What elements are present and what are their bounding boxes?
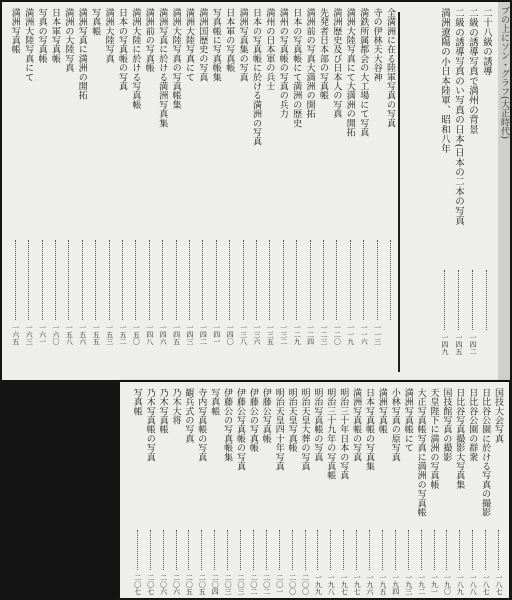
toc-leader-dots (296, 240, 297, 320)
toc-entry-title: 乃木写真帳の写真 (144, 388, 155, 462)
toc-entry-title: 日本写真帳の写真集 (364, 388, 374, 471)
toc-leader-dots (28, 240, 29, 320)
toc-leader-dots (15, 240, 16, 320)
toc-entry-title: 満洲大陸写真にて (184, 8, 194, 82)
toc-leader-dots (446, 530, 447, 570)
toc-entry-title: 明治天皇写真帳 (286, 388, 297, 453)
toc-entry-title: 日比谷公園に於ける写真の撮影 (480, 388, 491, 517)
toc-entry-title: 日本軍写真帳 (50, 8, 60, 64)
toc-page-number: 二〇五 (198, 574, 207, 595)
toc-leader-dots (310, 240, 311, 320)
toc-entry-title: 満洲大陸写真 (103, 8, 114, 64)
toc-leader-dots (269, 240, 270, 320)
toc-leader-dots (369, 530, 370, 570)
toc-leader-dots (150, 530, 151, 570)
toc-leader-dots (323, 240, 324, 320)
toc-leader-dots (350, 240, 351, 320)
toc-page-number: 二〇七 (133, 574, 142, 595)
toc-leader-dots (229, 240, 230, 320)
toc-page-number: 二〇三 (237, 574, 245, 595)
toc-leader-dots (137, 530, 138, 570)
toc-leader-dots (356, 530, 357, 570)
toc-entry-title: 寺内写真帳の写真 (196, 388, 207, 462)
toc-page-number: 一六三 (25, 324, 34, 345)
toc-leader-dots (202, 240, 203, 320)
toc-leader-dots (68, 240, 69, 320)
toc-entry-title: 満洲写真帳にて (402, 388, 413, 453)
toc-entry-title: 満州の日本軍の兵士 (264, 8, 275, 91)
toc-entry-title: 満洲写真帳の写真 (351, 388, 362, 462)
toc-entry-title: 満洲写真帳 (376, 388, 387, 434)
toc-entry-title: 乃木写真帳 (157, 388, 168, 434)
toc-leader-dots (336, 240, 337, 320)
toc-entry-title: 明治天皇四十年写真 (273, 388, 284, 471)
toc-leader-dots (444, 270, 445, 330)
toc-leader-dots (95, 240, 96, 320)
toc-entry-title: 伊藤公写真帳 (260, 388, 271, 444)
toc-page-number: 二〇六 (159, 574, 168, 595)
toc-page-number: 一八九 (456, 574, 465, 595)
toc-page-number: 一四一 (212, 324, 221, 345)
toc-leader-dots (214, 530, 215, 570)
toc-page-number: 一四二 (199, 324, 208, 345)
toc-page-number: 一一六 (360, 324, 369, 345)
toc-leader-dots (390, 240, 391, 320)
toc-entry-title: 満洲大陸写真にて (23, 8, 34, 82)
toc-page-number: 二〇〇 (301, 574, 310, 595)
toc-page-number: 一二四 (306, 324, 315, 345)
toc-leader-dots (395, 530, 396, 570)
toc-entry-title: 日本の写真帳に於ける満洲の写真 (251, 8, 261, 146)
toc-leader-dots (292, 530, 293, 570)
toc-page-number: 一八七 (495, 574, 503, 595)
toc-leader-dots (55, 240, 56, 320)
toc-entry-title: 写真帳に写真帳集 (210, 8, 221, 82)
toc-page-number: 一六〇 (52, 324, 60, 345)
toc-entry-title: 満洲前の写真帳 (143, 8, 154, 73)
toc-leader-dots (317, 530, 318, 570)
toc-page-number: 一五二 (119, 324, 127, 345)
toc-page-number: 一九一 (430, 574, 439, 595)
toc-page-number: 一九七 (340, 574, 349, 595)
toc-entry-title: 伊藤公の写真帳集 (222, 388, 233, 462)
toc-entry-title: 明治天皇大葬の写真 (299, 388, 310, 471)
toc-page-number: 一四二 (469, 334, 477, 355)
toc-entry-title: 全満洲に在る陸軍写真の写真 (385, 8, 395, 128)
toc-entry-title: 大正写真帳写真に満洲の写真帳 (415, 388, 426, 517)
toc-entry-title: 小林写真の原写真 (389, 388, 400, 462)
toc-entry-title: 日本の写真帳にて満洲の歴史 (291, 8, 302, 128)
toc-page-number: 一四六 (159, 324, 168, 345)
toc-entry-title: 明治三十九年の写真帳 (325, 388, 336, 480)
toc-page-number: 一五六 (78, 324, 87, 345)
toc-page-number: 一一三 (373, 324, 382, 345)
toc-page-number: 一一九 (346, 324, 355, 345)
toc-leader-dots (189, 240, 190, 320)
toc-leader-dots (243, 240, 244, 320)
column-divider (398, 12, 400, 372)
toc-page-number: 一六五 (11, 324, 20, 345)
toc-leader-dots (498, 530, 499, 570)
toc-entry-title: 満洲前の写真大満洲の開拓 (304, 8, 315, 119)
toc-page-number: 一四三 (186, 324, 194, 345)
toc-entry-title: 乃木大将 (170, 388, 181, 425)
toc-entry-title: 国技大会写真 (493, 388, 503, 444)
toc-entry-title: 満洲遼陽の小日本陸軍、昭和八年 (439, 8, 450, 154)
toc-page-number: 二〇一 (275, 574, 284, 595)
toc-entry-title: 写真の写真帳 (36, 8, 47, 64)
toc-leader-dots (256, 240, 257, 320)
toc-leader-dots (176, 530, 177, 570)
toc-page-number: 一九七 (353, 574, 362, 595)
toc-leader-dots (188, 530, 189, 570)
toc-entry-title: 明治三十年日本の写真 (338, 388, 349, 480)
edge-label: ブの上にソン・グラフ(大正時代) (499, 6, 509, 140)
toc-entry-title: 二十八級の誘導 (481, 8, 492, 76)
toc-page-number: 二〇六 (172, 574, 181, 595)
toc-leader-dots (485, 530, 486, 570)
toc-leader-dots (163, 530, 164, 570)
toc-page-number: 一九〇 (443, 574, 452, 595)
toc-leader-dots (283, 240, 284, 320)
toc-leader-dots (305, 530, 306, 570)
toc-entry-title: 二級の誘導写真のい写真の日本(日本の二本の写真 (453, 8, 464, 226)
toc-entry-title: 日本軍の写真帳 (224, 8, 235, 73)
toc-entry-title: 国技館写真の撮影 (441, 388, 452, 462)
toc-page-number: 一九二 (417, 574, 426, 595)
toc-entry-title: 満洲写真帳 (9, 8, 20, 54)
toc-page-number: 一五八 (65, 324, 74, 345)
toc-page-number: 一三二 (279, 324, 288, 345)
toc-leader-dots (459, 530, 460, 570)
toc-entry-title: 満洲写真に於ける満洲写真集 (157, 8, 168, 128)
toc-leader-dots (176, 240, 177, 320)
toc-page-top (2, 2, 510, 380)
toc-page-number: 二〇四 (211, 574, 220, 595)
toc-leader-dots (472, 270, 473, 330)
toc-entry-title: 先発者日本部の写真帳 (318, 8, 328, 100)
toc-page-number: 一四八 (145, 324, 154, 345)
toc-page-number: 一九八 (327, 574, 336, 595)
toc-entry-title: 明治写真帳の写真 (312, 388, 323, 462)
toc-entry-title: 満洲写真集の写真 (237, 8, 248, 82)
toc-leader-dots (382, 530, 383, 570)
toc-leader-dots (201, 530, 202, 570)
toc-entry-title: 観兵式の写真 (183, 388, 194, 444)
toc-page-number: 一二〇 (333, 324, 342, 345)
toc-entry-title: 満洲大陸写真にて大満洲の開拓 (344, 8, 355, 137)
toc-leader-dots (122, 240, 123, 320)
toc-page-number: 一五〇 (132, 324, 141, 345)
toc-page-number: 一五五 (92, 324, 101, 345)
toc-leader-dots (486, 270, 487, 330)
toc-page-number: 一六一 (38, 324, 47, 345)
toc-entry-title: 日比谷写真撮影大写真集 (454, 388, 465, 490)
toc-leader-dots (253, 530, 254, 570)
toc-entry-title: 写真帳 (131, 388, 142, 416)
toc-page-number: 一五三 (105, 324, 114, 345)
toc-page-number: 二〇二 (262, 574, 271, 595)
toc-leader-dots (82, 240, 83, 320)
toc-entry-title: 満州の写真帳の写真の兵力 (277, 8, 288, 119)
toc-page-number: 二〇五 (185, 574, 194, 595)
toc-leader-dots (377, 240, 378, 320)
toc-leader-dots (42, 240, 43, 320)
toc-page-number: 一三五 (266, 324, 275, 345)
toc-page-number: 一九三 (404, 574, 413, 595)
toc-page-number: 一九六 (366, 574, 374, 595)
toc-leader-dots (227, 530, 228, 570)
toc-page-bottom (120, 382, 509, 598)
toc-leader-dots (109, 240, 110, 320)
toc-leader-dots (408, 530, 409, 570)
toc-entry-title: 日本の写真帳の写真 (117, 8, 127, 91)
toc-page-number: 一二三 (320, 324, 328, 345)
page-edge-strip (498, 2, 510, 380)
toc-page-number: 二〇二 (249, 574, 258, 595)
toc-leader-dots (279, 530, 280, 570)
toc-page-number: 二〇三 (224, 574, 233, 595)
toc-page-number: 一四五 (455, 334, 463, 355)
toc-page-number: 一八八 (469, 574, 478, 595)
toc-entry-title: 日比谷公園の群衆 (467, 388, 478, 462)
toc-page-number: 一四〇 (226, 324, 235, 345)
toc-entry-title: 満鉄所属都会の大工場にて写真 (358, 8, 369, 137)
toc-page-number: 一四五 (172, 324, 181, 345)
toc-entry-title: 伊藤公の写真帳 (247, 388, 258, 453)
background-shadow (0, 382, 118, 600)
toc-page-number: 一三六 (253, 324, 261, 345)
toc-entry-title: 満洲大陸に於ける写真帳 (130, 8, 141, 110)
toc-leader-dots (162, 240, 163, 320)
toc-entry-title: 満洲の大陸写真 (63, 8, 74, 73)
toc-leader-dots (434, 530, 435, 570)
toc-page-number: 二〇〇 (288, 574, 297, 595)
toc-page-number: 一二九 (293, 324, 302, 345)
toc-entry-title: 写真帳 (90, 8, 101, 36)
toc-leader-dots (421, 530, 422, 570)
toc-entry-title: 写真帳 (209, 388, 220, 416)
toc-page-number: 一九九 (314, 574, 323, 595)
toc-page-number: 一九五 (378, 574, 387, 595)
toc-entry-title: 天皇陛下に満洲の写真帳 (428, 388, 439, 490)
toc-page-number: 一四九 (441, 334, 449, 355)
toc-leader-dots (135, 240, 136, 320)
toc-page-number: 一八七 (482, 574, 491, 595)
toc-leader-dots (343, 530, 344, 570)
toc-entry-title: 満洲大陸写真の写真帳集 (170, 8, 181, 110)
toc-entry-title: 寺の伊林天大谷神 (371, 8, 382, 82)
toc-entry-title: 伊藤公写真帳の写真 (235, 388, 245, 471)
toc-entry-title: 満洲写真に満洲の開拓 (76, 8, 87, 100)
toc-leader-dots (240, 530, 241, 570)
toc-leader-dots (266, 530, 267, 570)
toc-page-number: 一九四 (391, 574, 400, 595)
toc-leader-dots (330, 530, 331, 570)
toc-entry-title: 満洲歴史及び日本人の写真 (331, 8, 342, 119)
toc-leader-dots (472, 530, 473, 570)
toc-page-number: 一三八 (239, 324, 248, 345)
toc-page-number: 二〇七 (146, 574, 155, 595)
toc-entry-title: 満洲国歴史の写真 (197, 8, 208, 82)
toc-leader-dots (149, 240, 150, 320)
toc-leader-dots (363, 240, 364, 320)
toc-leader-dots (216, 240, 217, 320)
toc-leader-dots (458, 270, 459, 330)
toc-entry-title: 二級の誘導写真で満州の背景 (467, 8, 478, 135)
